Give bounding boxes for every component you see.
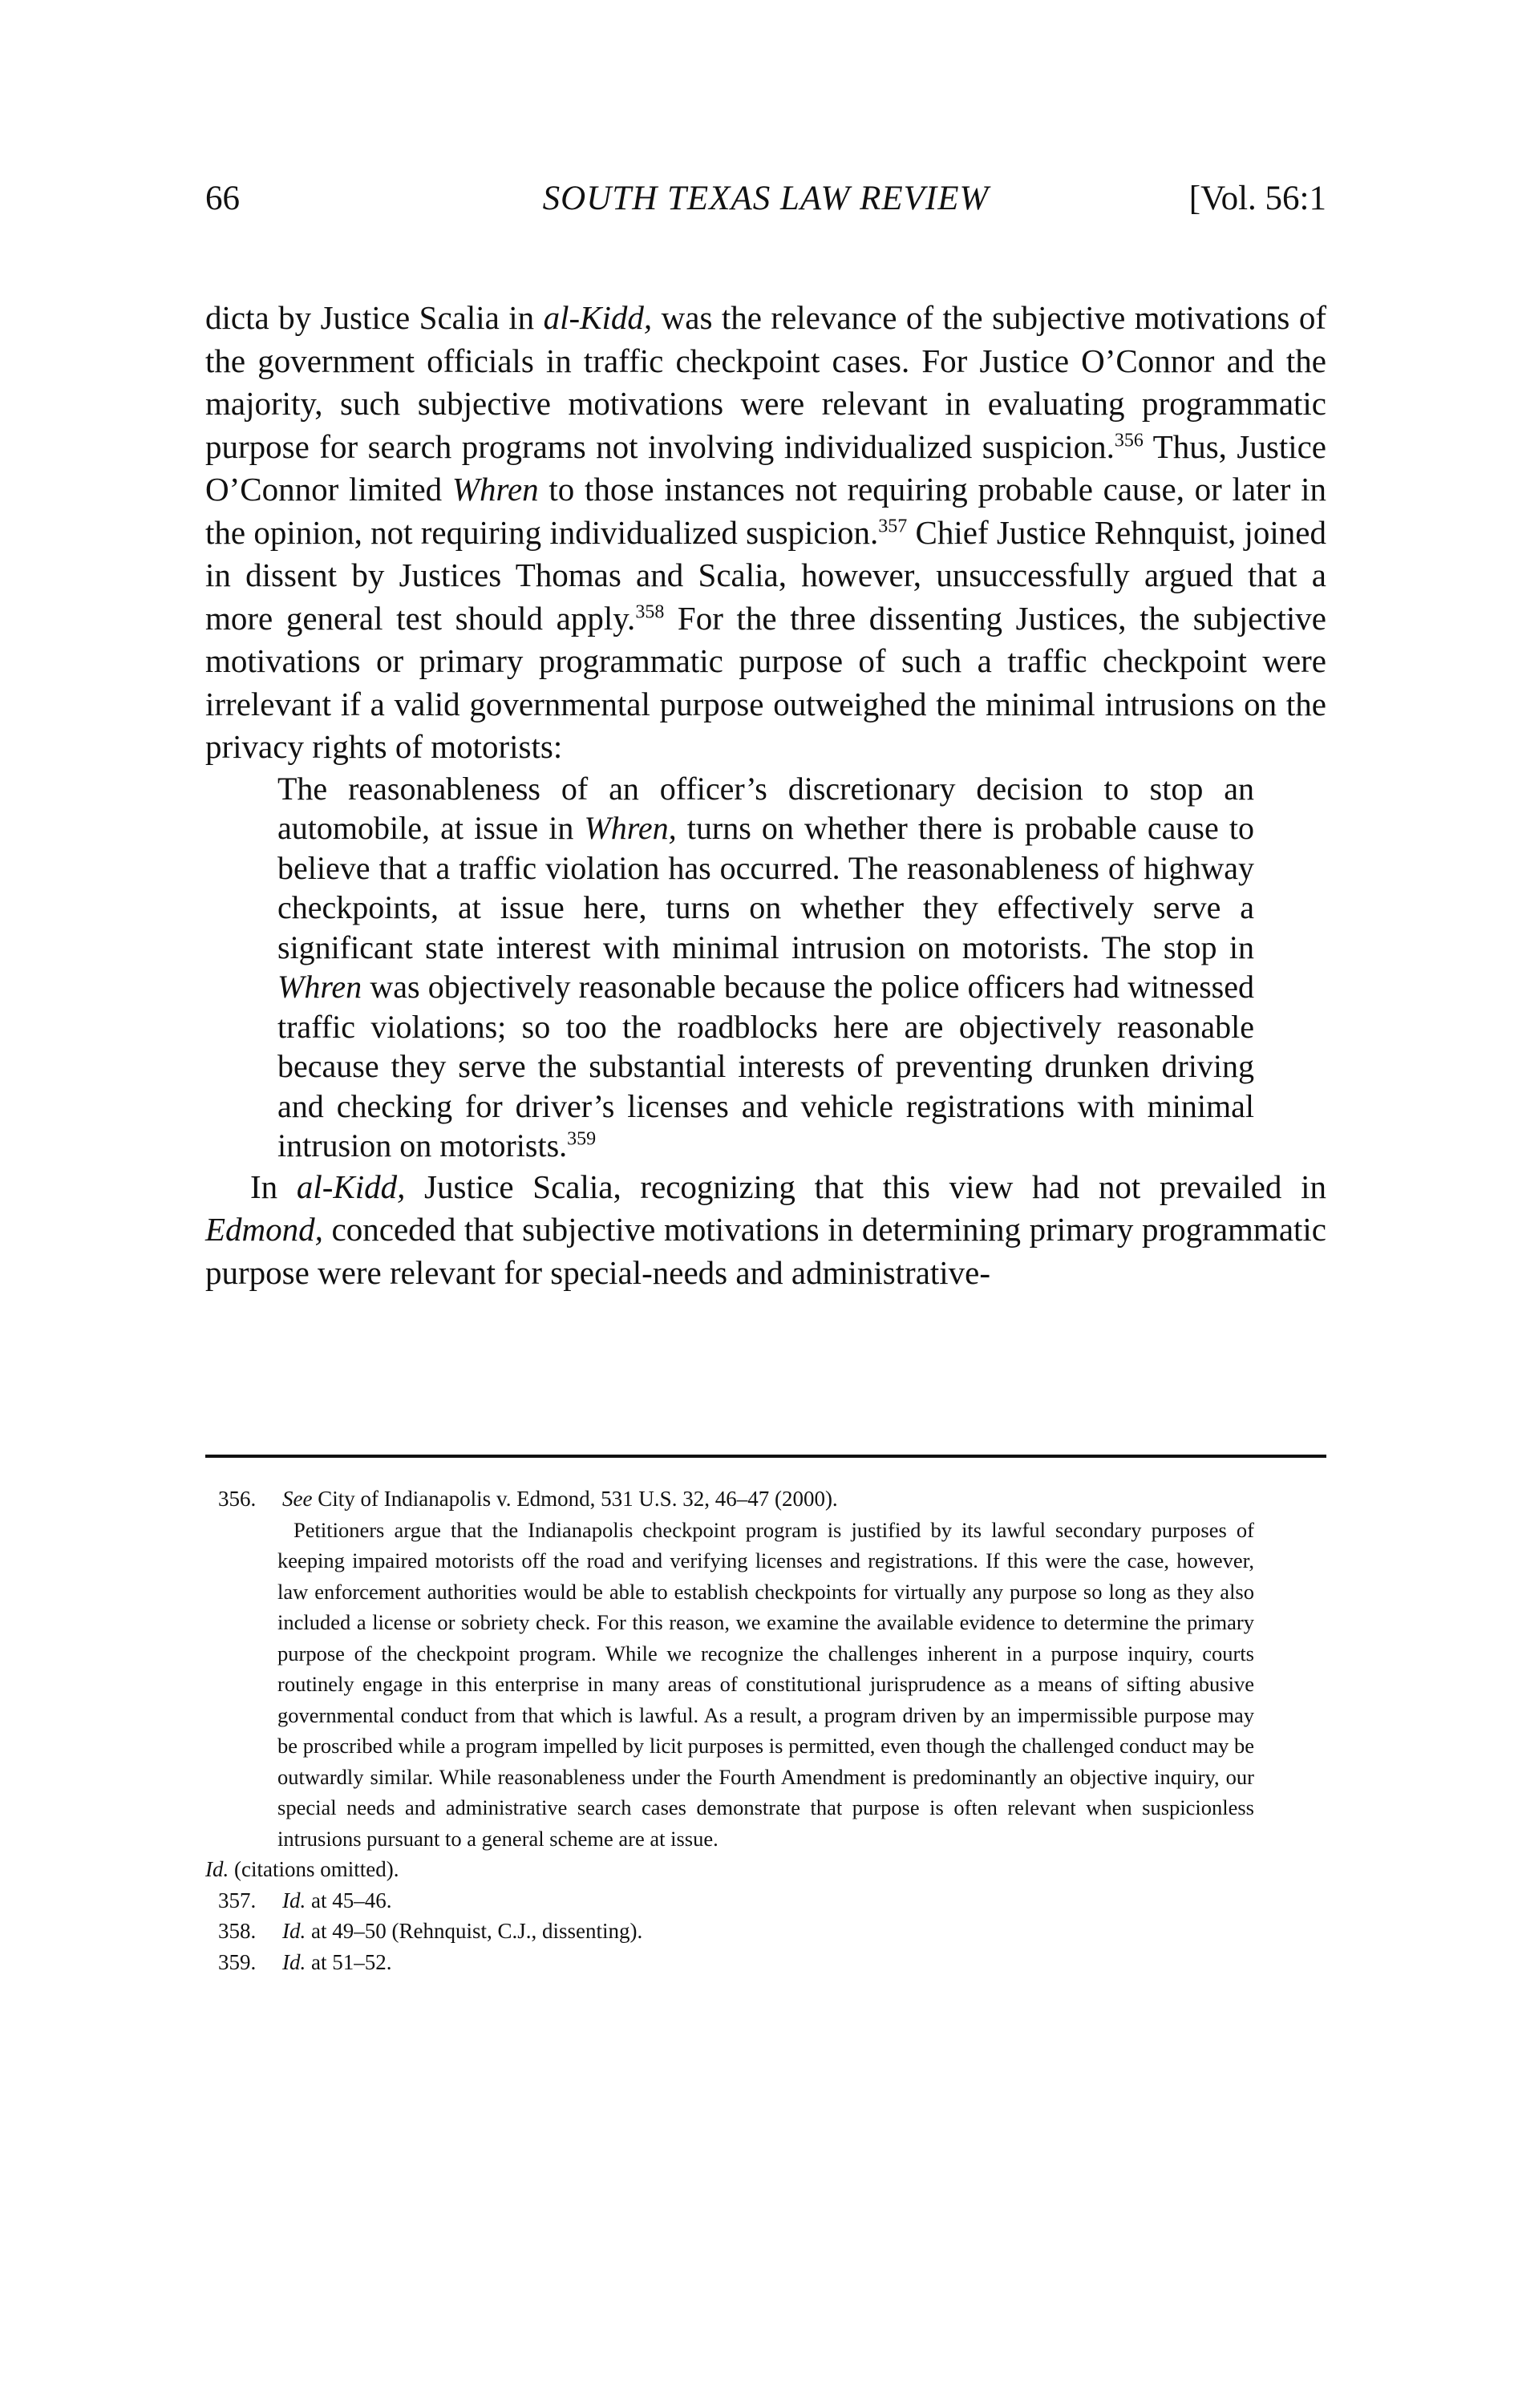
- case-name: al-Kidd,: [543, 299, 653, 336]
- page-number: 66: [205, 180, 240, 217]
- main-text: [205, 297, 1326, 1294]
- case-name: Edmond,: [205, 1211, 323, 1248]
- paragraph-1: dicta by Justice Scalia in al-Kidd, was the relevance of the subjective motivations of the government officials in traffic checkpoint cases. For Justice O’Connor and the majority, such subjective motivations were relevant in evaluating programmatic purpose for search programs not involving individualized suspicion.$^{356}$ Thus, Justice O’Connor limited Whren to those instances not requiring probable cause, or later in the opinion, not requiring individualized suspicion.$^{357}$ Chief Justice Rehnquist, joined in dissent by Justices Thomas and Scalia, however, unsuccessfully argued that a more general test should apply.$^{358}$ For the three dissenting Justices, the subjective motivations or primary programmatic purpose of such a traffic checkpoint were irrelevant if a valid governmental purpose outweighed the minimal intrusions on the privacy rights of motorists:: [205, 299, 1327, 765]
- journal-title: SOUTH TEXAS LAW REVIEW: [542, 180, 990, 217]
- footnote-358: 358. Id. at 49–50 (Rehnquist, C.J., dissenting).: [218, 1919, 643, 1943]
- footnote-356-quote: Petitioners argue that the Indianapolis checkpoint program is justified by its lawful secondary purposes of keeping impaired motorists off the road and verifying licenses and registrations. If this were the case, however, law enforcement authorities would be able to establish checkpoints for virtually any purpose so long as they also included a license or sobriety check. For this reason, we examine the available evidence to determine the primary purpose of the checkpoint program. While we recognize the challenges inherent in a purpose inquiry, courts routinely engage in this enterprise in many areas of constitutional jurisprudence as a means of sifting abusive governmental conduct from that which is lawful. As a result, a program driven by an impermissible purpose may be proscribed while a program impelled by licit purposes is permitted, even though the challenged conduct may be outwardly similar. While reasonableness under the Fourth Amendment is predominantly an objective inquiry, our special needs and administrative search cases demonstrate that purpose is often relevant when suspicionless intrusions pursuant to a general scheme are at issue.: [277, 1517, 1254, 1851]
- footnote-356: 356. See City of Indianapolis v. Edmond, 531 U.S. 32, 46–47 (2000).: [218, 1487, 838, 1511]
- case-name: Whren: [451, 471, 539, 508]
- footnote-divider: [205, 1455, 1326, 1458]
- volume-label: [Vol. 56:1: [1188, 180, 1326, 217]
- paragraph-2: In al-Kidd, Justice Scalia, recognizing that this view had not prevailed in Edmond, conceded that subjective motivations in determining primary programmatic purpose were relevant for special-needs and administrative-: [205, 1168, 1326, 1291]
- footnote-ref-359[interactable]: 359: [567, 1128, 597, 1150]
- case-name: Whren: [277, 969, 362, 1005]
- case-name: Whren,: [584, 810, 677, 846]
- footnote-356-citation: Id. (citations omitted).: [205, 1857, 399, 1881]
- running-header: [205, 175, 1326, 223]
- footnote-ref-357[interactable]: 357: [878, 515, 908, 536]
- footnote-357: 357. Id. at 45–46.: [218, 1888, 392, 1912]
- footnote-359: 359. Id. at 51–52.: [218, 1949, 392, 1974]
- footnotes: [205, 1483, 1326, 1977]
- footnote-ref-358[interactable]: 358: [635, 601, 665, 622]
- case-name: al-Kidd,: [296, 1168, 406, 1205]
- footnote-ref-356[interactable]: 356: [1114, 429, 1144, 451]
- block-quote: The reasonableness of an officer’s discretionary decision to stop an automobile, at issue in Whren, turns on whether there is probable cause to believe that a traffic violation has occurred. The reasonableness of highway checkpoints, at issue here, turns on whether they effectively serve a significant state interest with minimal intrusion on motorists. The stop in Whren was objectively reasonable because the police officers had witnessed traffic violations; so too the roadblocks here are objectively reasonable because they serve the substantial interests of preventing drunken driving and checking for driver’s licenses and vehicle registrations with minimal intrusion on motorists.$^{359}$: [277, 770, 1254, 1164]
